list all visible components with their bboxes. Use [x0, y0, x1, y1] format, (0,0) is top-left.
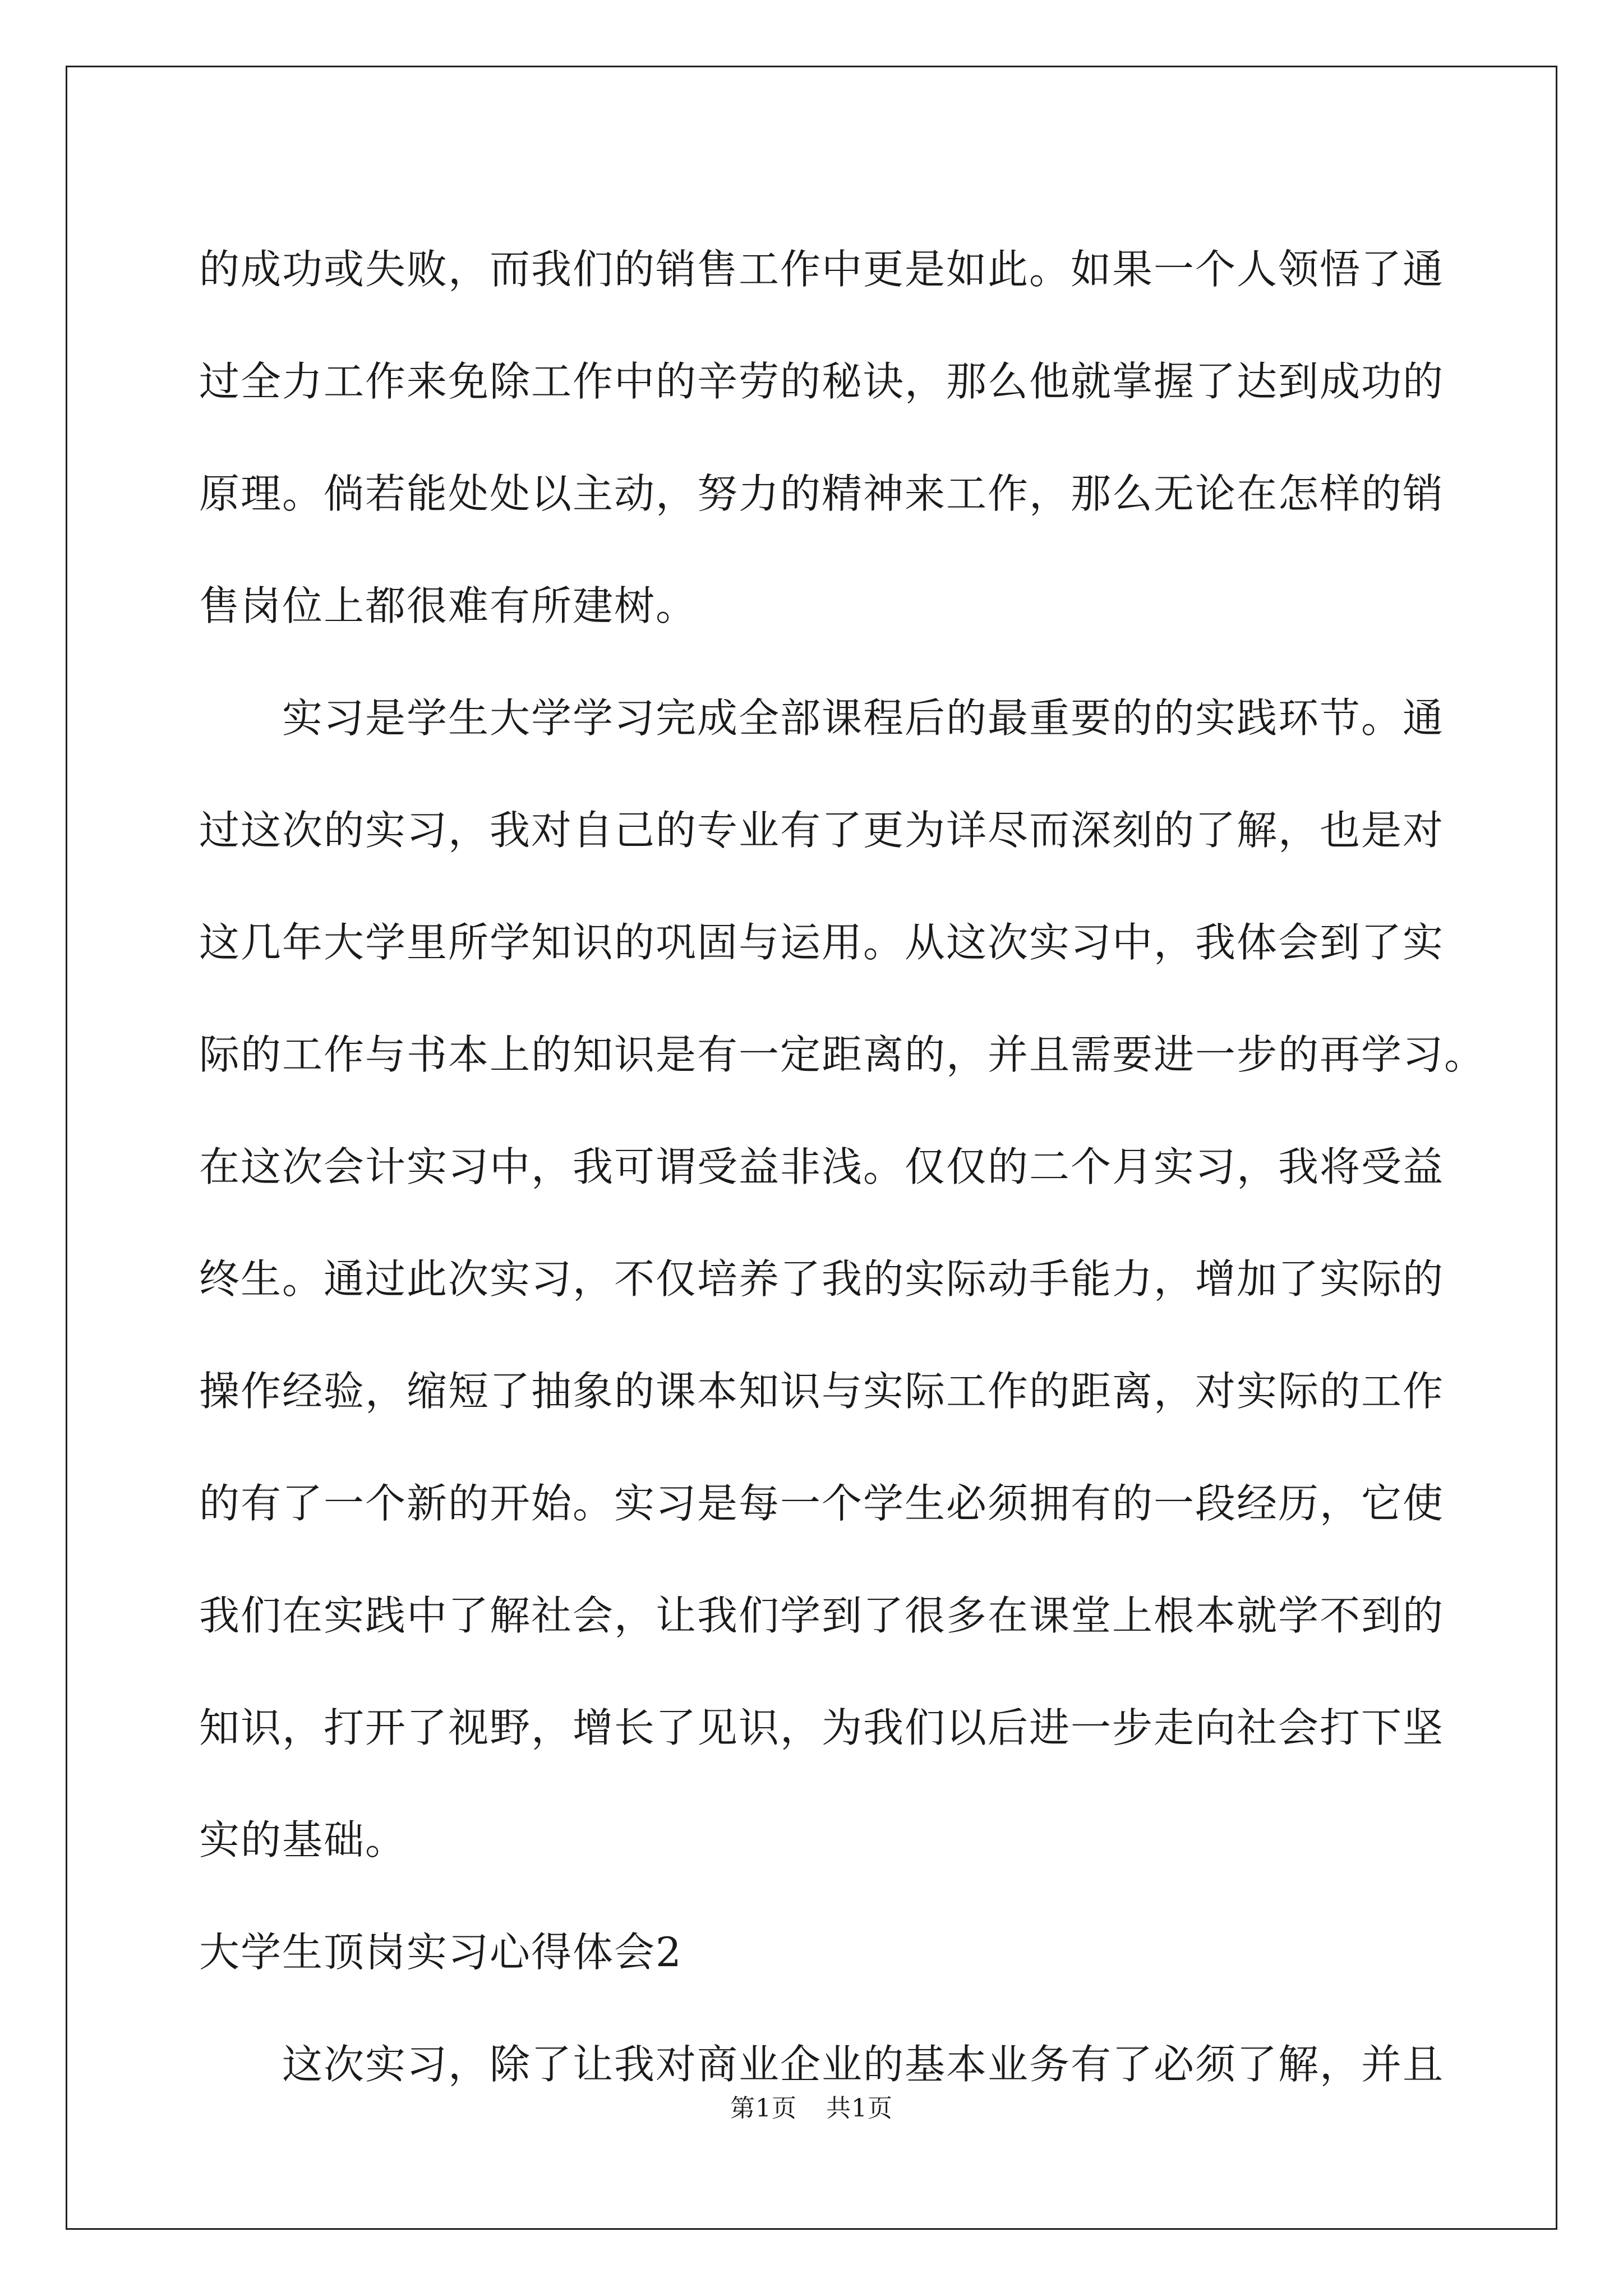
text-line: 的有了一个新的开始。实习是每一个学生必须拥有的一段经历，它使 — [199, 1480, 1445, 1527]
page-number: 第1页 — [730, 2094, 797, 2123]
text-line: 际的工作与书本上的知识是有一定距离的，并且需要进一步的再学习。 — [199, 1031, 1486, 1078]
text-line: 知识，打开了视野，增长了见识，为我们以后进一步走向社会打下坚 — [199, 1704, 1445, 1751]
text-line: 我们在实践中了解社会，让我们学到了很多在课堂上根本就学不到的 — [199, 1592, 1445, 1639]
text-line: 实的基础。 — [199, 1816, 407, 1864]
text-line: 售岗位上都很难有所建树。 — [199, 582, 698, 629]
document-body — [199, 213, 1486, 2120]
text-line: 操作经验，缩短了抽象的课本知识与实际工作的距离，对实际的工作 — [199, 1368, 1445, 1415]
text-line-indented: 这次实习，除了让我对商业企业的基本业务有了必须了解，并且 — [282, 2041, 1445, 2088]
text-line: 的成功或失败，而我们的销售工作中更是如此。如果一个人领悟了通 — [199, 246, 1445, 293]
page-footer — [0, 2088, 1623, 2124]
text-line: 过全力工作来免除工作中的辛劳的秘诀，那么他就掌握了达到成功的 — [199, 358, 1445, 405]
text-line: 终生。通过此次实习，不仅培养了我的实际动手能力，增加了实际的 — [199, 1255, 1445, 1303]
text-line: 这几年大学里所学知识的巩固与运用。从这次实习中，我体会到了实 — [199, 919, 1445, 966]
text-line: 原理。倘若能处处以主动，努力的精神来工作，那么无论在怎样的销 — [199, 470, 1445, 517]
section-heading: 大学生顶岗实习心得体会2 — [199, 1929, 683, 1976]
text-line-indented: 实习是学生大学学习完成全部课程后的最重要的的实践环节。通 — [282, 694, 1445, 742]
text-line: 过这次的实习，我对自己的专业有了更为详尽而深刻的了解，也是对 — [199, 807, 1445, 854]
text-line: 在这次会计实习中，我可谓受益非浅。仅仅的二个月实习，我将受益 — [199, 1143, 1445, 1190]
total-pages: 共1页 — [826, 2094, 893, 2123]
